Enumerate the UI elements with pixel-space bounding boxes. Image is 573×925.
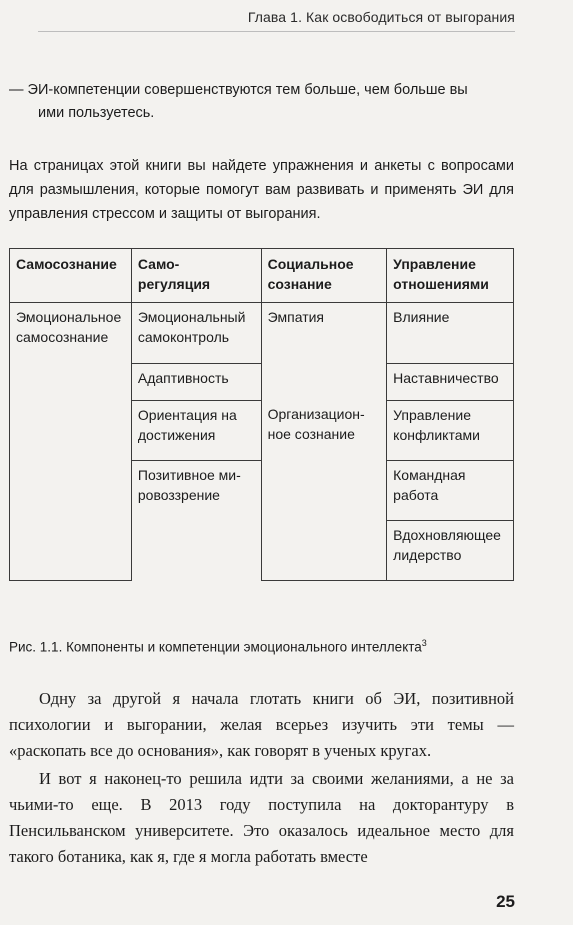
intro-paragraph: На страницах этой книги вы найдете упражнения и анкеты с вопросами для размышления, которые помогут вам развивать и применять ЭИ для управления стрессом и защиты от выгорания. bbox=[9, 158, 514, 222]
body-paragraph-1 bbox=[9, 686, 514, 764]
table-cell: Эмоциональный самоконтроль bbox=[131, 303, 261, 364]
table-cell bbox=[261, 520, 387, 581]
page-number: 25 bbox=[496, 892, 515, 911]
table-cell: Эмпатия bbox=[261, 303, 387, 364]
dash-line-1: — ЭИ-компетенции совершенствуются тем больше, чем больше вы bbox=[9, 82, 468, 98]
table-row bbox=[10, 400, 514, 460]
body-paragraph-2-text: И вот я наконец-то решила идти за своими желаниями, а не за чьими-то еще. В 2013 году поступила на докторантуру в Пенсильванском университете. Это оказалось идеальное место для такого ботаника, как я, где я могла работать вместе bbox=[9, 769, 514, 866]
header-relationship-management: Управление отношениями bbox=[387, 249, 514, 303]
table-cell: Вдохновляющее лидерство bbox=[387, 520, 514, 581]
dash-line-2: ими пользуетесь. bbox=[38, 105, 155, 121]
table-cell bbox=[261, 363, 387, 400]
table-cell: Влияние bbox=[387, 303, 514, 364]
header-self-awareness: Самосознание bbox=[10, 249, 132, 303]
table-cell: Организацион- ное сознание bbox=[261, 400, 387, 460]
body-paragraph-1-text: Одну за другой я начала глотать книги об ЭИ, позитивной психологии и выгорании, желая всерьез изучить эти темы — «раскопать все до основания», как говорят в ученых кругах. bbox=[9, 689, 514, 760]
ei-competencies-table bbox=[9, 248, 514, 581]
table-cell: Наставничество bbox=[387, 363, 514, 400]
figure-caption bbox=[9, 638, 427, 655]
table-row bbox=[10, 303, 514, 364]
header-divider bbox=[38, 31, 515, 32]
table-cell: Командная работа bbox=[387, 460, 514, 520]
body-paragraph-2 bbox=[9, 766, 514, 870]
table-header-row bbox=[10, 249, 514, 303]
caption-text: Рис. 1.1. Компоненты и компетенции эмоционального интеллекта bbox=[9, 639, 422, 655]
table-cell bbox=[261, 460, 387, 520]
table-cell: Ориентация на достижения bbox=[131, 400, 261, 460]
caption-footnote-marker: 3 bbox=[421, 638, 427, 648]
table-cell: Адаптивность bbox=[131, 363, 261, 400]
table-cell: Эмоциональное самосознание bbox=[10, 303, 132, 364]
header-social-awareness: Социальное сознание bbox=[261, 249, 387, 303]
header-self-regulation: Само- регуляция bbox=[131, 249, 261, 303]
table-cell: Позитивное ми- ровоззрение bbox=[131, 460, 261, 581]
table-row bbox=[10, 363, 514, 400]
table-row bbox=[10, 460, 514, 520]
running-head-title: Глава 1. Как освободиться от выгорания bbox=[247, 9, 515, 25]
table-cell bbox=[10, 460, 132, 520]
table-cell: Управление конфликтами bbox=[387, 400, 514, 460]
table-cell bbox=[10, 400, 132, 460]
table-cell bbox=[10, 520, 132, 581]
table-cell bbox=[10, 363, 132, 400]
table-row bbox=[10, 520, 514, 581]
